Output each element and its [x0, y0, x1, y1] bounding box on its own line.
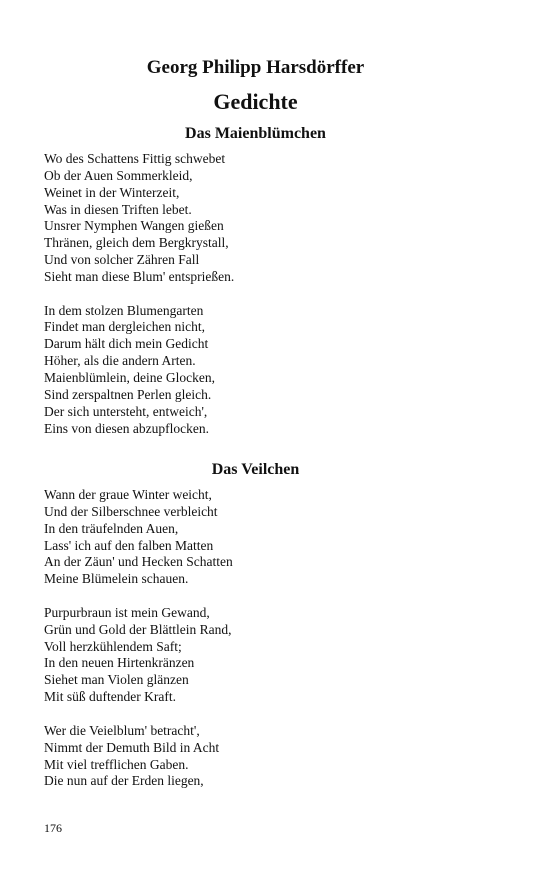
stanza	[44, 151, 484, 286]
verse-line: In den träufelnden Auen,	[44, 520, 179, 536]
verse-line: Grün und Gold der Blättlein Rand,	[44, 621, 232, 637]
verse-line: Wo des Schattens Fittig schwebet	[44, 151, 226, 166]
verse-line: Weinet in der Winterzeit,	[44, 184, 180, 200]
author-name: Georg Philipp Harsdörffer	[146, 57, 365, 78]
verse-line: Siehet man Violen glänzen	[44, 672, 189, 688]
poem-title-maienbluemchen: Das Maienblümchen	[185, 125, 326, 142]
stanza	[44, 303, 484, 438]
poem-body-veilchen	[44, 487, 484, 790]
poem-title-veilchen: Das Veilchen	[211, 461, 300, 478]
verse-line: Mit viel trefflichen Gaben.	[44, 756, 189, 772]
verse-line: Was in diesen Triften lebet.	[44, 201, 192, 217]
verse-line: In den neuen Hirtenkränzen	[44, 655, 195, 671]
verse-line: Und von solcher Zähren Fall	[44, 252, 200, 268]
verse-line: Nimmt der Demuth Bild in Acht	[44, 739, 220, 755]
verse-line: Darum hält dich mein Gedicht	[44, 336, 209, 352]
stanza	[44, 487, 484, 588]
verse-line: Ob der Auen Sommerkleid,	[44, 167, 193, 183]
verse-line: Voll herzkühlendem Saft;	[44, 638, 182, 654]
verse-line: Mit süß duftender Kraft.	[44, 689, 176, 705]
verse-line: Sieht man diese Blum' entsprießen.	[44, 268, 235, 284]
verse-line: Der sich untersteht, entweich',	[44, 403, 208, 419]
verse-line: Wann der graue Winter weicht,	[44, 487, 212, 502]
verse-line: Die nun auf der Erden liegen,	[44, 773, 204, 789]
verse-line: In dem stolzen Blumengarten	[44, 302, 204, 318]
poem-body-maienbluemchen	[44, 151, 484, 437]
verse-line: Thränen, gleich dem Bergkrystall,	[44, 235, 229, 251]
verse-line: An der Zäun' und Hecken Schatten	[44, 554, 233, 570]
verse-line: Eins von diesen abzupflocken.	[44, 420, 209, 436]
verse-line: Lass' ich auf den falben Matten	[44, 537, 214, 553]
verse-line: Unsrer Nymphen Wangen gießen	[44, 218, 224, 234]
verse-line: Sind zerspaltnen Perlen gleich.	[44, 386, 212, 402]
verse-line: Purpurbraun ist mein Gewand,	[44, 604, 210, 620]
stanza	[44, 723, 484, 790]
verse-line: Und der Silberschnee verbleicht	[44, 503, 218, 519]
verse-line: Meine Blümelein schauen.	[44, 571, 189, 587]
verse-line: Findet man dergleichen nicht,	[44, 319, 205, 335]
stanza	[44, 605, 484, 706]
verse-line: Maienblümlein, deine Glocken,	[44, 369, 215, 385]
page-number: 176	[44, 821, 62, 835]
verse-line: Höher, als die andern Arten.	[44, 353, 196, 369]
book-title: Gedichte	[213, 89, 298, 114]
verse-line: Wer die Veielblum' betracht',	[44, 722, 200, 738]
